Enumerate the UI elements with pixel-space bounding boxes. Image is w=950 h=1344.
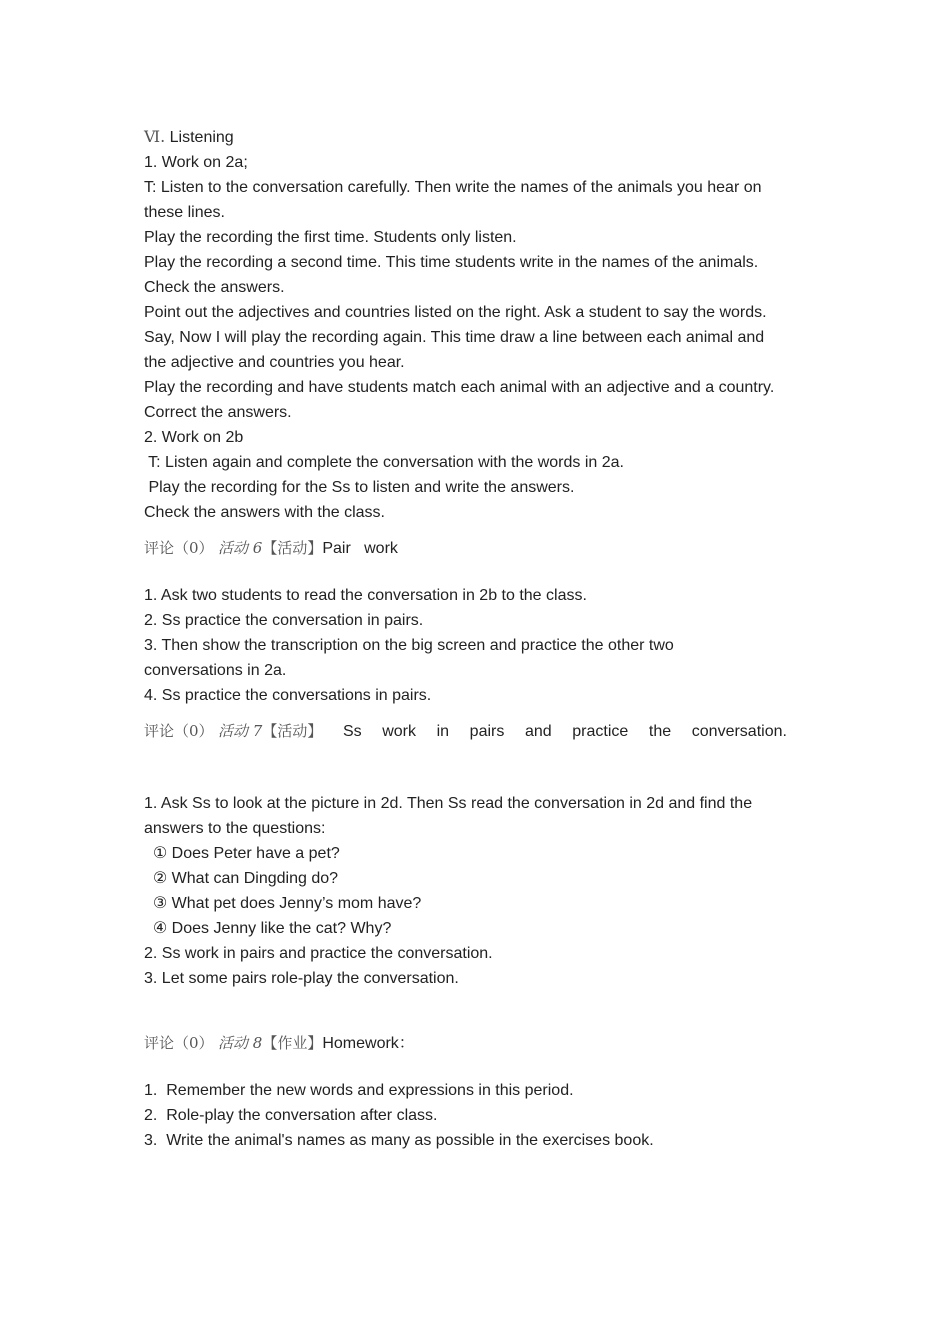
title-word: the <box>648 723 672 740</box>
text-line: 2. Work on 2b <box>144 429 244 446</box>
text-line: the adjective and countries you hear. <box>144 354 405 371</box>
activity-label: 活动 7 <box>218 722 263 740</box>
text-line: conversations in 2a. <box>144 662 287 679</box>
question-item: ④ Does Jenny like the cat? Why? <box>144 920 392 937</box>
question-item: ③ What pet does Jenny’s mom have? <box>144 895 422 912</box>
question-item: ① Does Peter have a pet? <box>144 845 340 862</box>
activity-6-header <box>144 536 824 561</box>
text-line: Play the recording the first time. Students only listen. <box>144 229 517 246</box>
activity-7-prefix <box>144 719 322 744</box>
text-line: 2. Ss practice the conversation in pairs. <box>144 612 424 629</box>
title-word: Ss <box>342 723 362 740</box>
title-word: in <box>436 723 450 740</box>
activity-title: Pair work <box>322 540 398 557</box>
activity-title: Homework： <box>322 1035 415 1052</box>
text-line: Play the recording and have students match each animal with an adjective and a country. <box>144 379 775 396</box>
comment-link[interactable]: 评论（0） <box>144 1034 214 1052</box>
text-line: T: Listen to the conversation carefully. Then write the names of the animals you hear on <box>144 179 762 196</box>
text-line: Say, Now I will play the recording again. This time draw a line between each animal and <box>144 329 765 346</box>
title-word: and <box>524 723 552 740</box>
activity-8-header <box>144 1031 824 1056</box>
activity-tag: 【活动】 <box>262 722 323 740</box>
text-line: Check the answers with the class. <box>144 504 385 521</box>
homework-item: 2. Role-play the conversation after class. <box>144 1107 438 1124</box>
title-word: practice <box>572 723 629 740</box>
text-line: 1. Ask two students to read the conversation in 2b to the class. <box>144 587 587 604</box>
section-number: Ⅵ. <box>144 127 166 146</box>
section-heading-listening <box>144 124 824 150</box>
activity-tag: 【作业】 <box>262 1034 323 1052</box>
activity-7-header <box>144 719 787 744</box>
text-line: Point out the adjectives and countries listed on the right. Ask a student to say the words. <box>144 304 767 321</box>
comment-link[interactable]: 评论（0） <box>144 539 214 557</box>
text-line: 3. Let some pairs role-play the conversation. <box>144 970 459 987</box>
section-title: Listening <box>169 129 234 146</box>
homework-item: 3. Write the animal's names as many as possible in the exercises book. <box>144 1132 654 1149</box>
text-line: answers to the questions: <box>144 820 326 837</box>
text-line: these lines. <box>144 204 225 221</box>
comment-link[interactable]: 评论（0） <box>144 722 214 740</box>
text-line: 2. Ss work in pairs and practice the conversation. <box>144 945 493 962</box>
title-word: work <box>382 723 416 740</box>
activity-label: 活动 6 <box>218 539 263 557</box>
text-line: Check the answers. <box>144 279 285 296</box>
text-line: Play the recording for the Ss to listen and write the answers. <box>144 479 575 496</box>
text-line: 3. Then show the transcription on the big screen and practice the other two <box>144 637 674 654</box>
title-word: conversation. <box>691 723 787 740</box>
text-line: 4. Ss practice the conversations in pairs. <box>144 687 432 704</box>
text-line: 1. Ask Ss to look at the picture in 2d. Then Ss read the conversation in 2d and find the <box>144 795 753 812</box>
text-line: 1. Work on 2a; <box>144 154 248 171</box>
question-item: ② What can Dingding do? <box>144 870 339 887</box>
document-page <box>144 124 824 1153</box>
text-line: Play the recording a second time. This time students write in the names of the animals. <box>144 254 759 271</box>
activity-tag: 【活动】 <box>262 539 323 557</box>
text-line: Correct the answers. <box>144 404 292 421</box>
title-word: pairs <box>469 723 505 740</box>
text-line: T: Listen again and complete the conversation with the words in 2a. <box>144 454 624 471</box>
activity-label: 活动 8 <box>218 1034 263 1052</box>
homework-item: 1. Remember the new words and expressions in this period. <box>144 1082 574 1099</box>
